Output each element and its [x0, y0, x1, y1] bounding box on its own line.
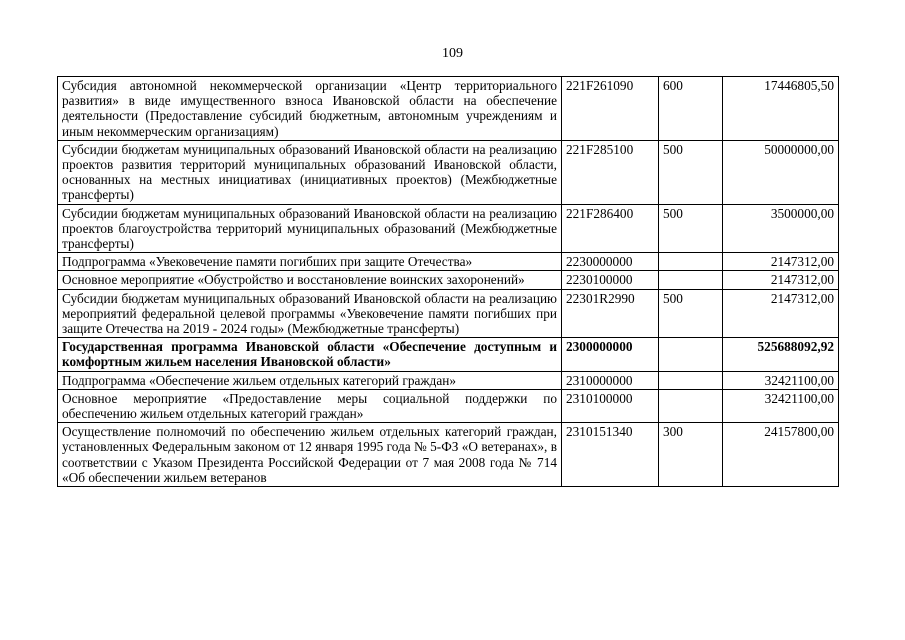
row-code: 2310151340 — [562, 423, 659, 487]
table-row — [58, 77, 839, 141]
page-number: 109 — [442, 46, 463, 61]
row-expense-type: 600 — [659, 77, 723, 141]
row-sum: 525688092,92 — [723, 338, 839, 371]
budget-table-body — [58, 77, 839, 487]
row-name: Подпрограмма «Увековечение памяти погибших при защите Отечества» — [58, 253, 562, 271]
row-sum: 2147312,00 — [723, 271, 839, 289]
row-name: Подпрограмма «Обеспечение жильем отдельных категорий граждан» — [58, 371, 562, 389]
row-name: Субсидии бюджетам муниципальных образований Ивановской области на реализацию проектов благоустройства территорий муниципальных образований (Межбюджетные трансферты) — [58, 204, 562, 253]
row-name: Субсидии бюджетам муниципальных образований Ивановской области на реализацию мероприятий федеральной целевой программы «Увековечение памяти погибших при защите Отечества на 2019 - 2024 годы» (Межбюджетные трансферты) — [58, 289, 562, 338]
row-expense-type — [659, 271, 723, 289]
table-row — [58, 140, 839, 204]
row-code: 22301R2990 — [562, 289, 659, 338]
row-name: Основное мероприятие «Предоставление меры социальной поддержки по обеспечению жильем отдельных категорий граждан» — [58, 389, 562, 422]
row-sum: 32421100,00 — [723, 389, 839, 422]
row-code: 2230100000 — [562, 271, 659, 289]
row-name: Основное мероприятие «Обустройство и восстановление воинских захоронений» — [58, 271, 562, 289]
row-code: 2310100000 — [562, 389, 659, 422]
table-row — [58, 253, 839, 271]
table-row — [58, 271, 839, 289]
budget-table — [57, 76, 839, 487]
row-name: Государственная программа Ивановской области «Обеспечение доступным и комфортным жильем населения Ивановской области» — [58, 338, 562, 371]
row-expense-type: 500 — [659, 140, 723, 204]
row-sum: 2147312,00 — [723, 253, 839, 271]
row-expense-type — [659, 338, 723, 371]
table-row — [58, 289, 839, 338]
row-code: 221F261090 — [562, 77, 659, 141]
row-code: 2230000000 — [562, 253, 659, 271]
row-name: Субсидия автономной некоммерческой организации «Центр территориального развития» в виде имущественного взноса Ивановской области на обеспечение деятельности (Предоставление субсидий бюджетным, автономным учреждениям и иным некоммерческим организациям) — [58, 77, 562, 141]
row-sum: 50000000,00 — [723, 140, 839, 204]
row-code: 221F286400 — [562, 204, 659, 253]
row-code: 221F285100 — [562, 140, 659, 204]
row-name: Осуществление полномочий по обеспечению жильем отдельных категорий граждан, установленных Федеральным законом от 12 января 1995 года № 5-ФЗ «О ветеранах», в соответствии с Указом Президента Российской Федерации от 7 мая 2008 года № 714 «Об обеспечении жильем ветеранов — [58, 423, 562, 487]
table-row — [58, 338, 839, 371]
row-sum: 2147312,00 — [723, 289, 839, 338]
row-sum: 32421100,00 — [723, 371, 839, 389]
table-row — [58, 389, 839, 422]
row-code: 2310000000 — [562, 371, 659, 389]
table-row — [58, 423, 839, 487]
table-row — [58, 371, 839, 389]
row-sum: 24157800,00 — [723, 423, 839, 487]
row-name: Субсидии бюджетам муниципальных образований Ивановской области на реализацию проектов развития территорий муниципальных образований Ивановской области, основанных на местных инициативах (инициативных проектов) (Межбюджетные трансферты) — [58, 140, 562, 204]
row-code: 2300000000 — [562, 338, 659, 371]
row-expense-type: 500 — [659, 289, 723, 338]
row-expense-type: 300 — [659, 423, 723, 487]
row-expense-type: 500 — [659, 204, 723, 253]
row-sum: 17446805,50 — [723, 77, 839, 141]
row-sum: 3500000,00 — [723, 204, 839, 253]
table-row — [58, 204, 839, 253]
row-expense-type — [659, 253, 723, 271]
row-expense-type — [659, 371, 723, 389]
row-expense-type — [659, 389, 723, 422]
